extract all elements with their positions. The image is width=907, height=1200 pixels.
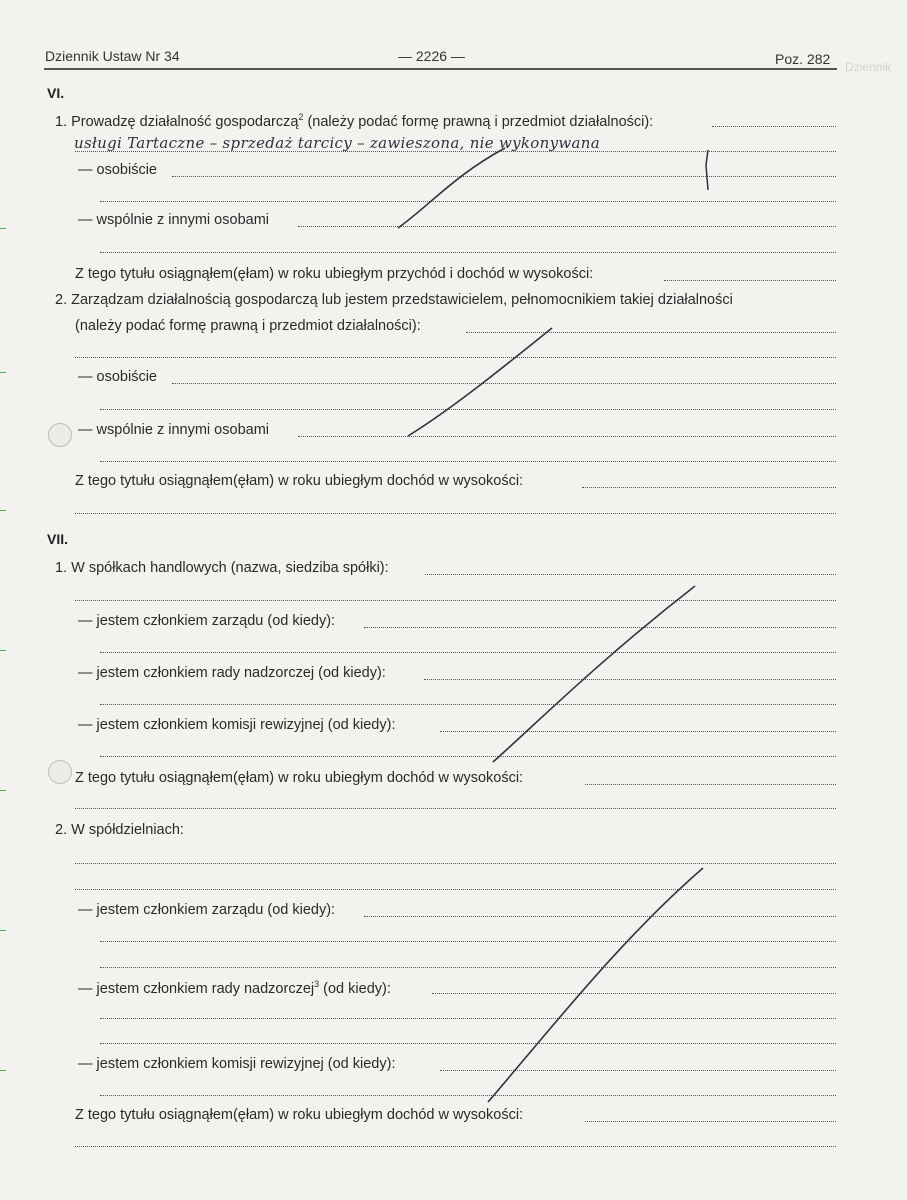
margin-mark (0, 510, 6, 511)
vi-1-jointly-line[interactable] (100, 252, 836, 253)
vii-2-audit-line[interactable] (440, 1070, 836, 1071)
margin-mark (0, 228, 6, 229)
vii-1-income-label: Z tego tytułu osiągnąłem(ęłam) w roku ubiegłym dochód w wysokości: (75, 770, 524, 786)
vi-2-jointly-line[interactable] (100, 461, 836, 462)
vii-2-board-label: — jestem członkiem zarządu (od kiedy): (78, 902, 336, 918)
vi-2-income-line[interactable] (75, 513, 836, 514)
strike-mark-vi-1 (706, 150, 708, 190)
vi-2-income-line[interactable] (582, 487, 836, 488)
vii-1-board-line[interactable] (364, 627, 836, 628)
vii-1-income-line[interactable] (75, 808, 836, 809)
vii-2-income-line[interactable] (75, 1146, 836, 1147)
position-number: Poz. 282 (775, 51, 831, 67)
vi-1-personally-line[interactable] (172, 176, 836, 177)
vii-1-audit-line[interactable] (440, 731, 836, 732)
vi-2-dotted-line[interactable] (466, 332, 836, 333)
vii-1-dotted-line[interactable] (425, 574, 836, 575)
vii-2-board-line[interactable] (100, 967, 836, 968)
vi-2-label-cont: (należy podać formę prawną i przedmiot działalności): (75, 318, 421, 334)
vii-1-dotted-line[interactable] (75, 600, 836, 601)
strike-line-vi-1 (398, 148, 505, 228)
vi-1-personally-line[interactable] (100, 201, 836, 202)
vii-1-supervisory-label: — jestem członkiem rady nadzorczej (od kiedy): (78, 665, 386, 681)
vii-1-audit-line[interactable] (100, 756, 836, 757)
vi-2-personally-line[interactable] (100, 409, 836, 410)
strike-line-vii-1 (493, 586, 695, 762)
vi-2-jointly-label: — wspólnie z innymi osobami (78, 422, 269, 438)
section-vii-heading: VII. (47, 531, 69, 547)
margin-mark (0, 650, 6, 651)
margin-mark (0, 372, 6, 373)
vii-2-board-line[interactable] (364, 916, 836, 917)
vii-2-income-label: Z tego tytułu osiągnąłem(ęłam) w roku ubiegłym dochód w wysokości: (75, 1107, 524, 1123)
strike-line-vi-2 (408, 328, 552, 436)
vi-1-jointly-line[interactable] (298, 226, 836, 227)
header-rule (44, 68, 837, 70)
vi-1-jointly-label: — wspólnie z innymi osobami (78, 212, 269, 228)
vii-1-supervisory-line[interactable] (100, 704, 836, 705)
vii-1-board-line[interactable] (100, 652, 836, 653)
margin-mark (0, 1070, 6, 1071)
vii-1-audit-label: — jestem członkiem komisji rewizyjnej (od kiedy): (78, 717, 396, 733)
vi-2-personally-label: — osobiście (78, 369, 157, 385)
vi-1-dotted-line[interactable] (712, 126, 836, 127)
punch-hole (48, 760, 72, 784)
vii-2-label: 2. W spółdzielniach: (55, 822, 184, 838)
vii-1-income-line[interactable] (585, 784, 836, 785)
page-number: — 2226 — (398, 48, 465, 64)
journal-title: Dziennik Ustaw Nr 34 (45, 48, 180, 64)
bleed-through-text: Dziennik (845, 60, 892, 74)
vi-2-dotted-line[interactable] (75, 357, 836, 358)
section-vi-heading: VI. (47, 85, 65, 101)
vii-2-supervisory-line[interactable] (100, 1018, 836, 1019)
vii-2-supervisory-line[interactable] (100, 1043, 836, 1044)
vi-1-label: 1. Prowadzę działalność gospodarczą$^2$ (należy podać formę prawną i przedmiot działalności): (55, 112, 654, 130)
vii-2-dotted-line[interactable] (75, 863, 836, 864)
vi-1-handwritten-entry: usługi Tartaczne – sprzedaż tarcicy – zawieszona, nie wykonywana (74, 134, 600, 152)
vi-1-personally-label: — osobiście (78, 162, 157, 178)
vii-2-supervisory-label: — jestem członkiem rady nadzorczej$^3$ (od kiedy): (78, 979, 391, 997)
margin-mark (0, 790, 6, 791)
vii-2-board-line[interactable] (100, 941, 836, 942)
punch-hole (48, 423, 72, 447)
vi-2-income-label: Z tego tytułu osiągnąłem(ęłam) w roku ubiegłym dochód w wysokości: (75, 473, 524, 489)
vii-1-label: 1. W spółkach handlowych (nazwa, siedziba spółki): (55, 560, 389, 576)
vii-2-dotted-line[interactable] (75, 889, 836, 890)
margin-mark (0, 930, 6, 931)
vi-1-income-line[interactable] (664, 280, 836, 281)
vi-2-personally-line[interactable] (172, 383, 836, 384)
vii-2-income-line[interactable] (585, 1121, 836, 1122)
strike-line-vii-2 (488, 868, 703, 1102)
vi-2-jointly-line[interactable] (298, 436, 836, 437)
vii-2-supervisory-line[interactable] (432, 993, 836, 994)
vii-1-supervisory-line[interactable] (424, 679, 836, 680)
vi-2-label: 2. Zarządzam działalnością gospodarczą lub jestem przedstawicielem, pełnomocnikiem takiej działalności (55, 292, 733, 308)
vii-1-board-label: — jestem członkiem zarządu (od kiedy): (78, 613, 336, 629)
vii-2-audit-line[interactable] (100, 1095, 836, 1096)
vi-1-income-label: Z tego tytułu osiągnąłem(ęłam) w roku ubiegłym przychód i dochód w wysokości: (75, 266, 594, 282)
vii-2-audit-label: — jestem członkiem komisji rewizyjnej (od kiedy): (78, 1056, 396, 1072)
